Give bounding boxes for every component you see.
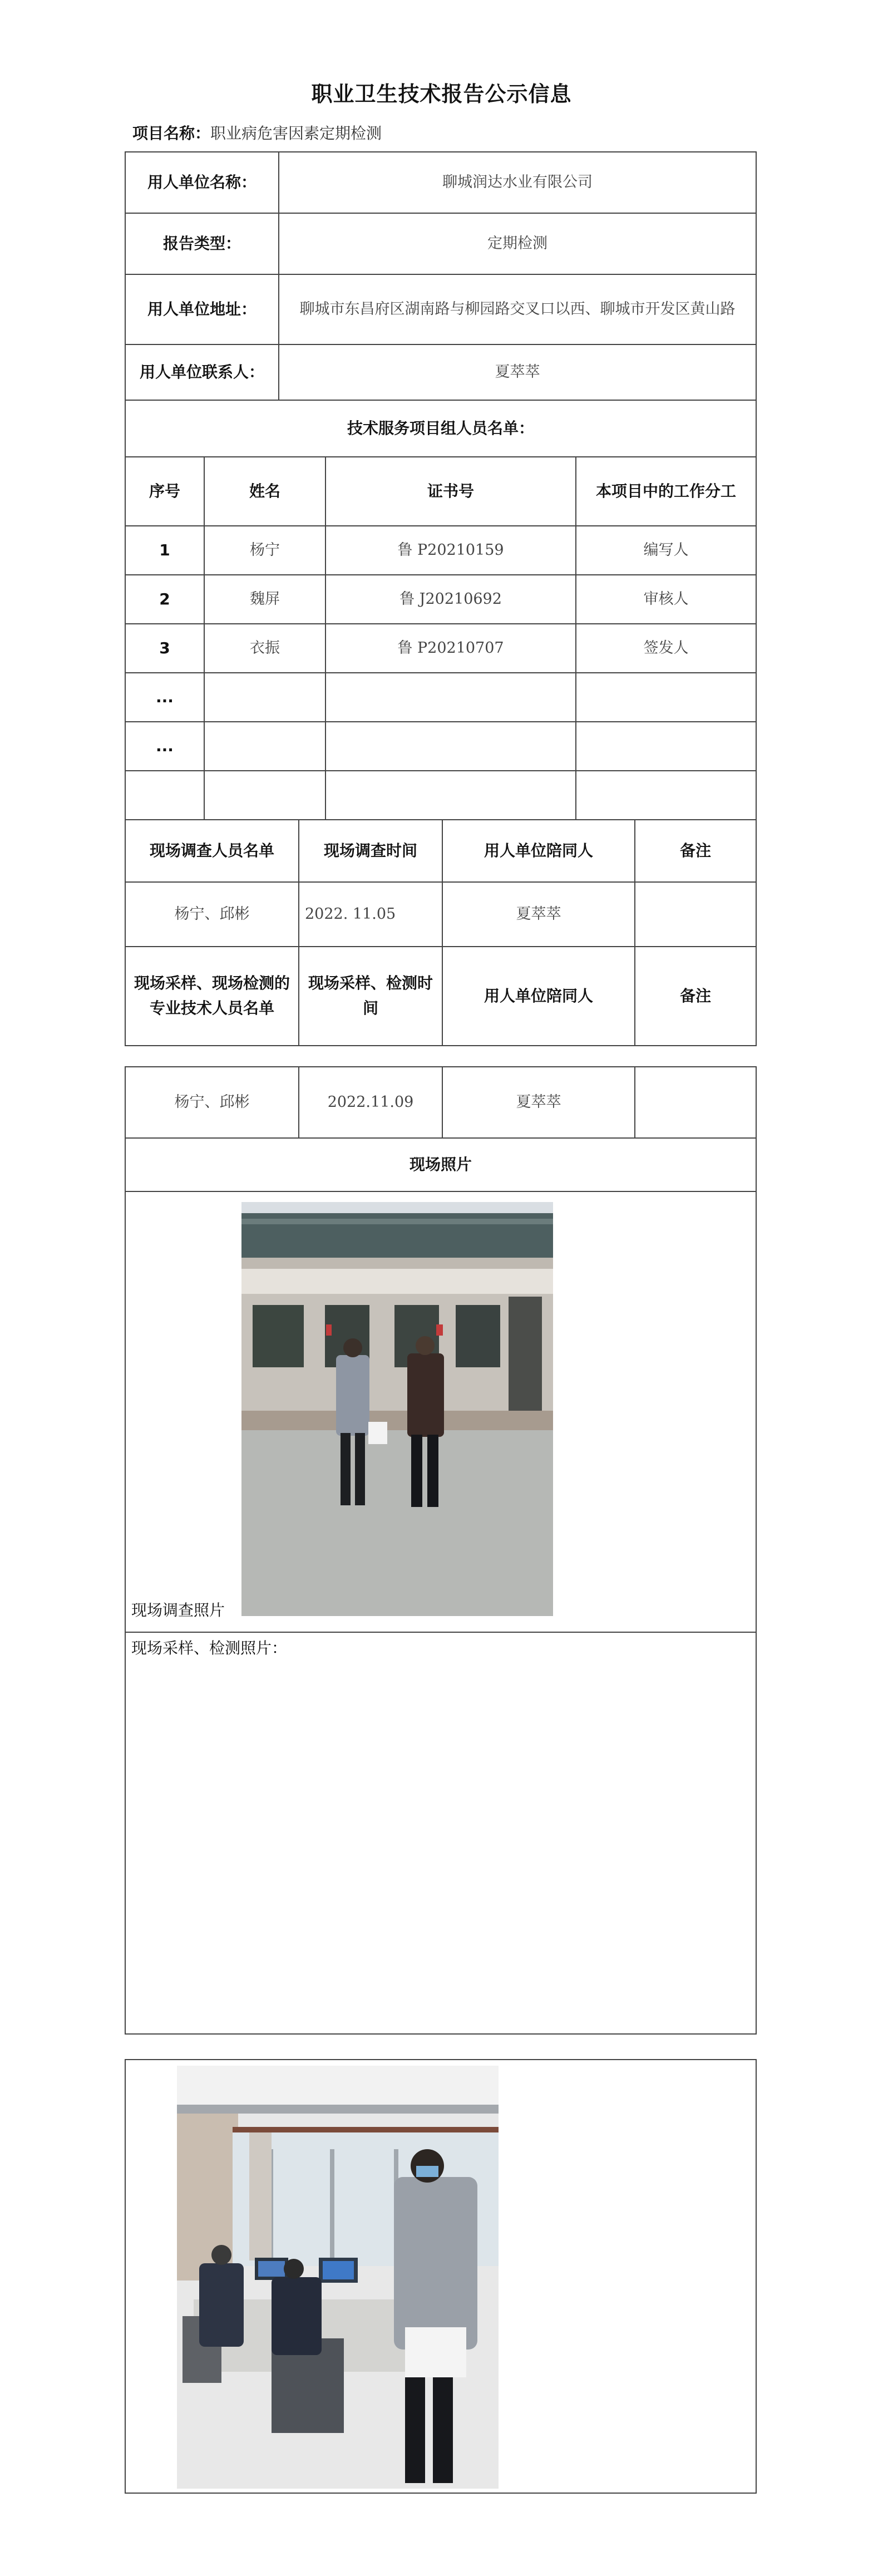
- team-header-role: 本项目中的工作分工: [576, 457, 756, 526]
- unit-name-label: 用人单位名称：: [126, 152, 279, 214]
- photos-title: 现场照片: [126, 1139, 756, 1192]
- team-row-name: 衣振: [205, 624, 326, 673]
- team-row-cert: [326, 771, 576, 820]
- team-row-name: [205, 722, 326, 771]
- sampling-header-time: 现场采样、检测时间: [299, 947, 443, 1045]
- unit-address-label: 用人单位地址：: [126, 275, 279, 345]
- photo-table: [125, 1066, 757, 2035]
- unit-name-value: 聊城润达水业有限公司: [279, 152, 756, 214]
- team-row-role: [576, 771, 756, 820]
- survey-photo-image: [241, 1202, 553, 1616]
- project-name: [132, 121, 382, 144]
- team-row-cert: 鲁 P20210707: [326, 624, 576, 673]
- team-row-role: [576, 673, 756, 722]
- survey-header-people: 现场调查人员名单: [126, 820, 299, 883]
- report-info-table: [125, 151, 757, 1046]
- survey-escort: 夏萃萃: [443, 883, 635, 947]
- sampling-time: 2022.11.09: [299, 1067, 443, 1139]
- project-value: 职业病危害因素定期检测: [210, 124, 382, 142]
- sampling-header-escort: 用人单位陪同人: [443, 947, 635, 1045]
- team-header-cert: 证书号: [326, 457, 576, 526]
- survey-photo: [241, 1202, 553, 1616]
- report-type-value: 定期检测: [279, 214, 756, 275]
- team-row-name: 杨宁: [205, 526, 326, 575]
- survey-time: 2022. 11.05: [299, 883, 443, 947]
- team-row-no: ...: [126, 722, 205, 771]
- team-row-no: 1: [126, 526, 205, 575]
- team-title: 技术服务项目组人员名单：: [126, 401, 756, 457]
- survey-header-note: 备注: [635, 820, 756, 883]
- report-type-label: 报告类型：: [126, 214, 279, 275]
- team-row-cert: 鲁 J20210692: [326, 575, 576, 624]
- sampling-people: 杨宁、邱彬: [126, 1067, 299, 1139]
- team-row-cert: [326, 722, 576, 771]
- sampling-photo-table: [125, 2059, 757, 2494]
- sampling-note: [635, 1067, 756, 1139]
- survey-note: [635, 883, 756, 947]
- unit-contact-value: 夏萃萃: [279, 345, 756, 401]
- team-row-name: [205, 771, 326, 820]
- team-row-name: 魏屏: [205, 575, 326, 624]
- team-row-no: ...: [126, 673, 205, 722]
- team-row-no: 2: [126, 575, 205, 624]
- team-row-no: [126, 771, 205, 820]
- unit-address-value: 聊城市东昌府区湖南路与柳园路交叉口以西、聊城市开发区黄山路: [279, 275, 756, 345]
- sampling-escort: 夏萃萃: [443, 1067, 635, 1139]
- team-row-name: [205, 673, 326, 722]
- survey-people: 杨宁、邱彬: [126, 883, 299, 947]
- sampling-header-note: 备注: [679, 986, 711, 1005]
- survey-photo-caption: 现场调查照片: [131, 1601, 225, 1619]
- team-row-cert: 鲁 P20210159: [326, 526, 576, 575]
- page-title: 职业卫生技术报告公示信息: [311, 82, 572, 106]
- team-row-role: 编写人: [576, 526, 756, 575]
- sampling-photo-frame: [126, 2060, 756, 2493]
- team-row-role: 签发人: [576, 624, 756, 673]
- survey-header-time: 现场调查时间: [299, 820, 443, 883]
- survey-header-escort: 用人单位陪同人: [443, 820, 635, 883]
- team-row-no: 3: [126, 624, 205, 673]
- team-row-cert: [326, 673, 576, 722]
- team-header-no: 序号: [126, 457, 205, 526]
- sampling-header-people: 现场采样、现场检测的专业技术人员名单: [126, 947, 299, 1045]
- team-row-role: 审核人: [576, 575, 756, 624]
- sampling-photo-caption: 现场采样、检测照片：: [131, 1639, 288, 1657]
- team-header-name: 姓名: [205, 457, 326, 526]
- project-label: 项目名称：: [132, 124, 211, 142]
- team-row-role: [576, 722, 756, 771]
- unit-contact-label: 用人单位联系人：: [126, 345, 279, 401]
- sampling-photo-row: [126, 1633, 756, 2033]
